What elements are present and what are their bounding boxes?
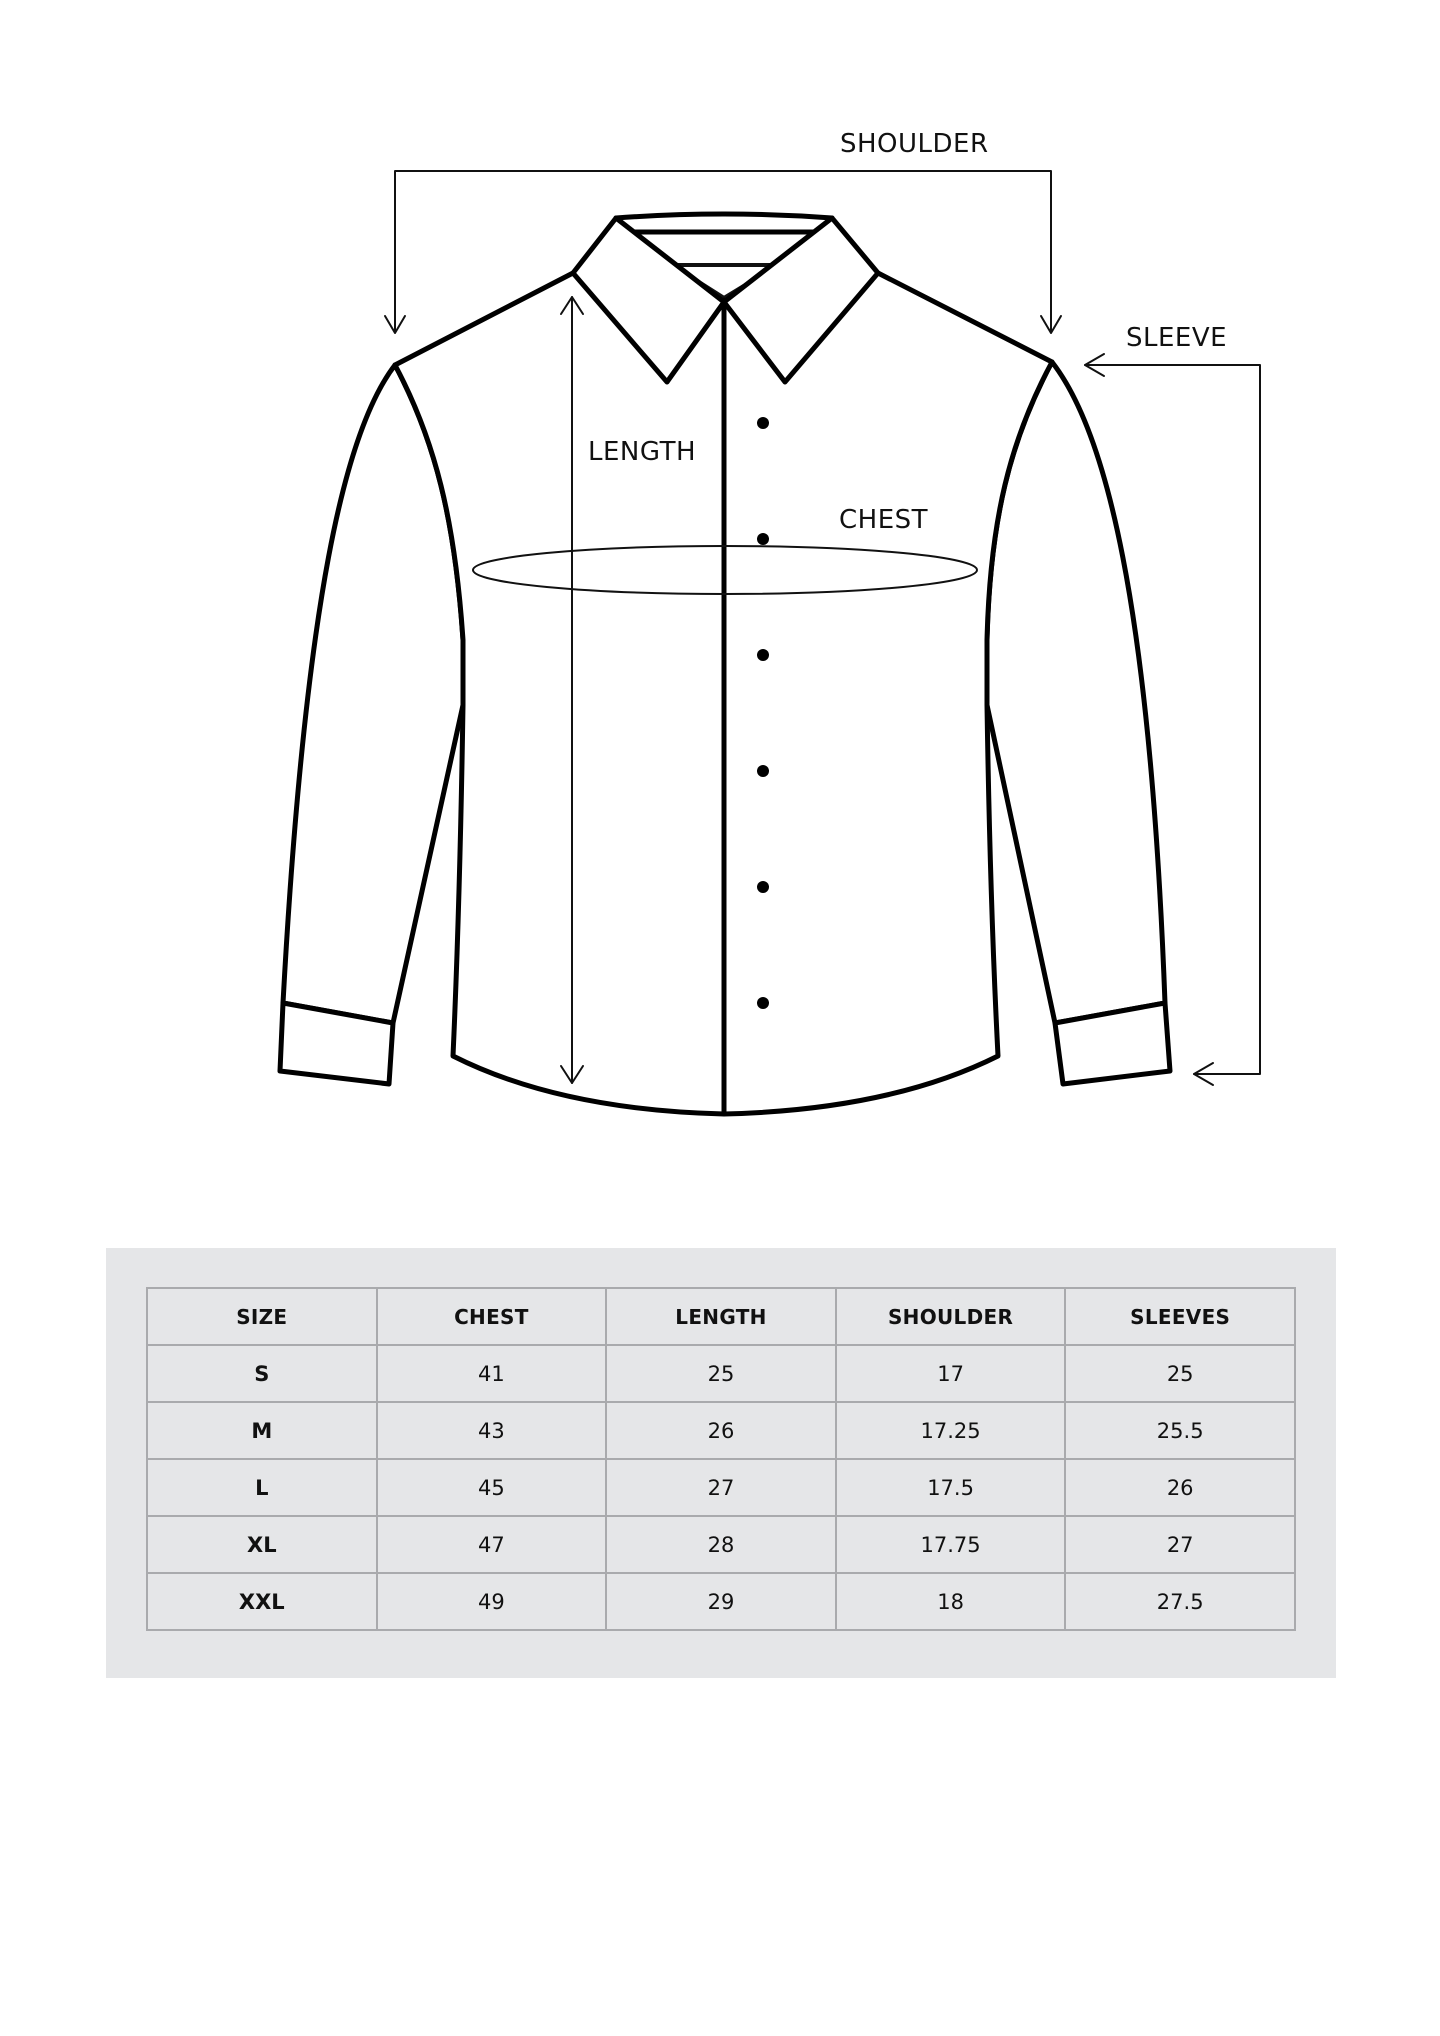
table-cell: 25.5	[1065, 1402, 1295, 1459]
table-cell: 27	[606, 1459, 836, 1516]
table-cell: 17.75	[836, 1516, 1066, 1573]
table-row	[147, 1402, 1295, 1459]
size-chart-header-row	[147, 1288, 1295, 1345]
column-header-shoulder: SHOULDER	[836, 1288, 1066, 1345]
table-row	[147, 1516, 1295, 1573]
table-row	[147, 1345, 1295, 1402]
table-cell: 17.5	[836, 1459, 1066, 1516]
table-cell: 41	[377, 1345, 607, 1402]
table-cell: 28	[606, 1516, 836, 1573]
collar-band	[616, 214, 832, 232]
shirt-button	[757, 997, 769, 1009]
table-cell: 45	[377, 1459, 607, 1516]
table-cell: 27	[1065, 1516, 1295, 1573]
table-cell: 26	[1065, 1459, 1295, 1516]
size-cell: XL	[147, 1516, 377, 1573]
size-cell: M	[147, 1402, 377, 1459]
table-cell: 18	[836, 1573, 1066, 1630]
size-cell: L	[147, 1459, 377, 1516]
size-chart-panel	[106, 1248, 1336, 1678]
table-row	[147, 1573, 1295, 1630]
shirt-button	[757, 881, 769, 893]
length-label: LENGTH	[588, 437, 697, 467]
table-cell: 29	[606, 1573, 836, 1630]
table-cell: 25	[1065, 1345, 1295, 1402]
shirt-button	[757, 765, 769, 777]
sleeve-label: SLEEVE	[1126, 323, 1228, 353]
table-cell: 26	[606, 1402, 836, 1459]
shirt-button	[757, 649, 769, 661]
table-cell: 47	[377, 1516, 607, 1573]
shirt-button	[757, 533, 769, 545]
column-header-size: SIZE	[147, 1288, 377, 1345]
shoulder-label: SHOULDER	[840, 129, 989, 159]
table-cell: 43	[377, 1402, 607, 1459]
shirt-button	[757, 417, 769, 429]
size-cell: XXL	[147, 1573, 377, 1630]
table-cell: 25	[606, 1345, 836, 1402]
chest-label: CHEST	[839, 505, 929, 535]
table-cell: 27.5	[1065, 1573, 1295, 1630]
table-cell: 49	[377, 1573, 607, 1630]
column-header-chest: CHEST	[377, 1288, 607, 1345]
table-cell: 17.25	[836, 1402, 1066, 1459]
column-header-sleeves: SLEEVES	[1065, 1288, 1295, 1345]
table-cell: 17	[836, 1345, 1066, 1402]
table-row	[147, 1459, 1295, 1516]
column-header-length: LENGTH	[606, 1288, 836, 1345]
size-cell: S	[147, 1345, 377, 1402]
size-chart-table	[146, 1287, 1296, 1631]
size-chart-body	[147, 1345, 1295, 1630]
